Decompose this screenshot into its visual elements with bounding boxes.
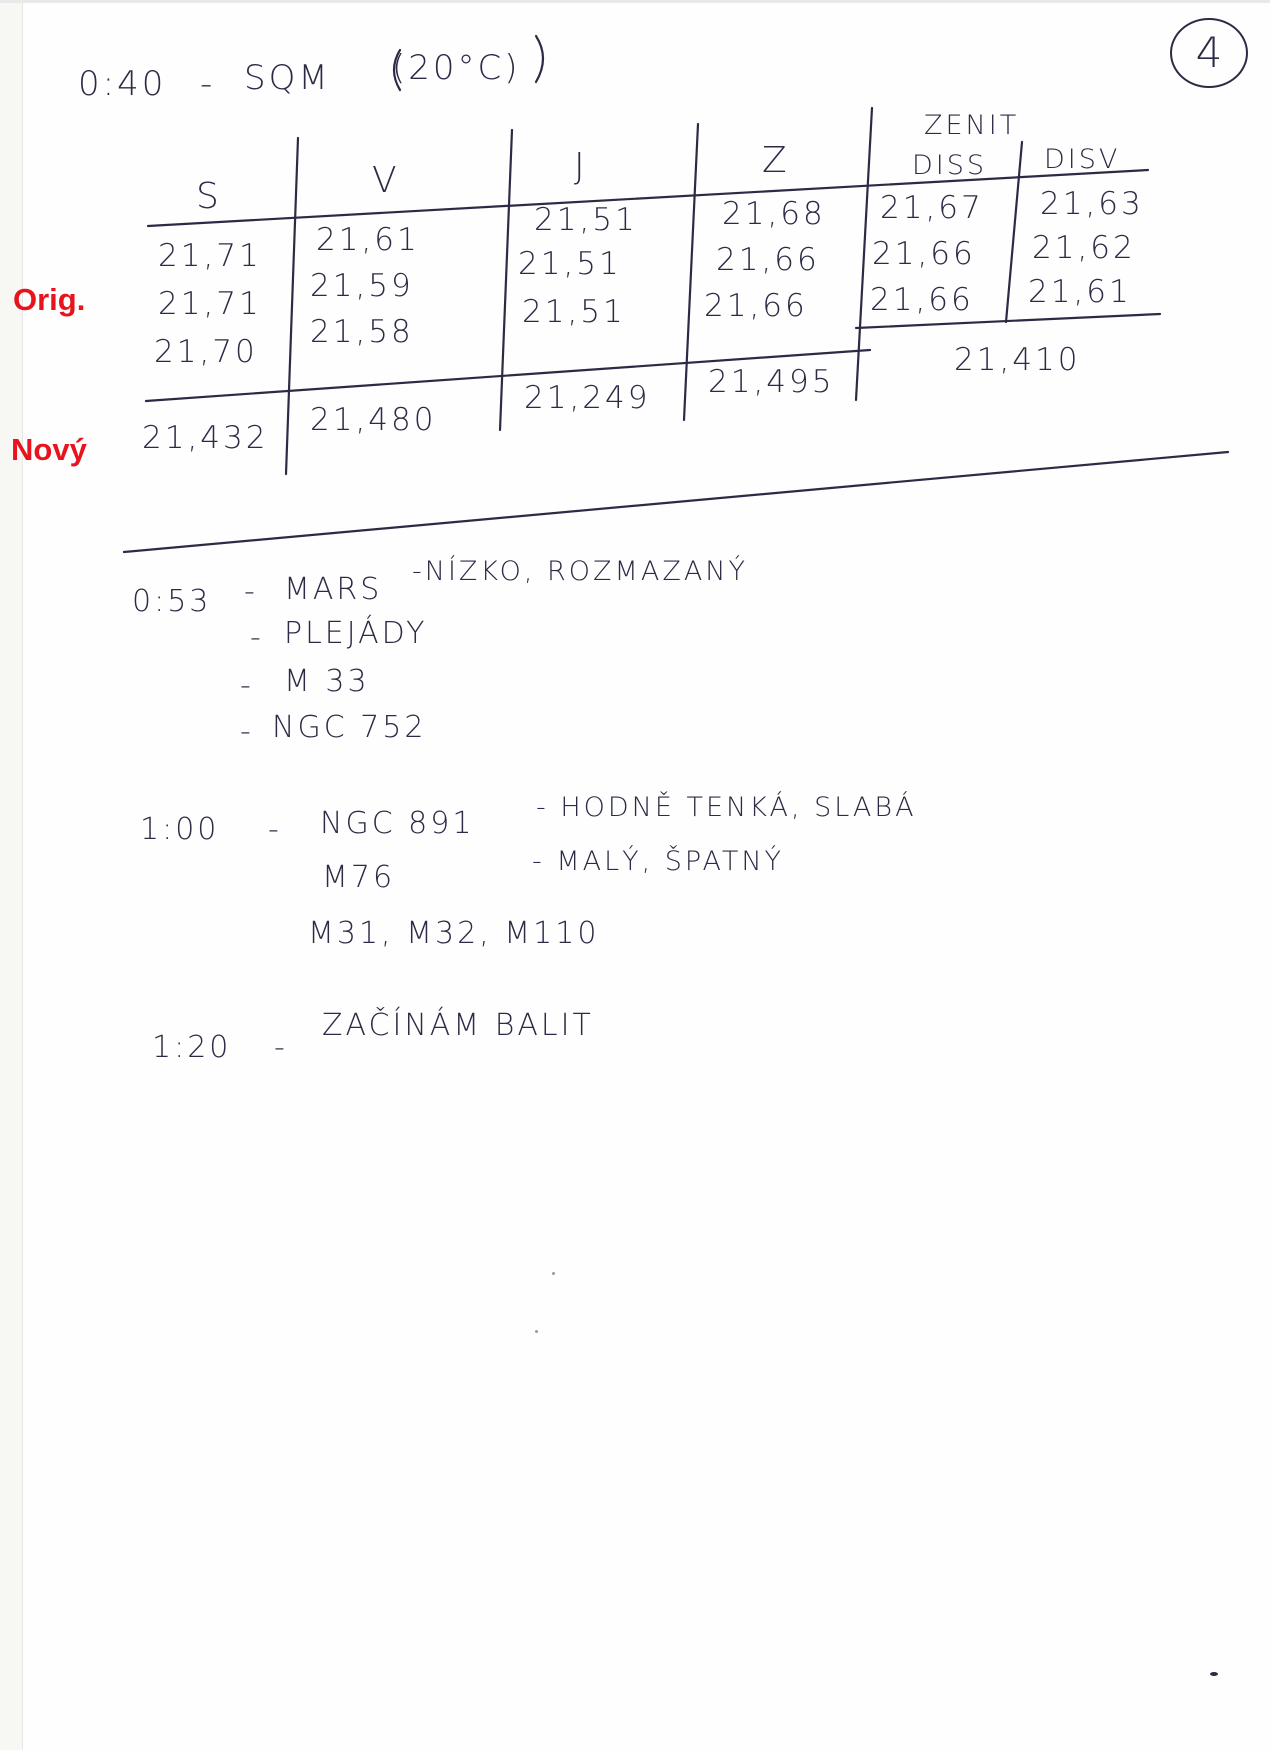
cell-orig-j-3: 21,51 [522,294,626,330]
cell-new-v: 21,480 [310,402,437,438]
paper-speck [552,1272,555,1275]
cell-orig-disv-2: 21,62 [1032,230,1136,266]
log-object-ngc752: NGC 752 [272,710,427,745]
page-number: 4 [1195,28,1223,77]
cell-orig-j-2: 21,51 [518,246,622,282]
page-number-badge [1170,18,1248,88]
heading-temperature: (20°C) [392,48,521,88]
cell-orig-v-1: 21,61 [316,222,420,258]
col-divider-s-v [286,138,298,474]
cell-orig-j-1: 21,51 [534,202,638,238]
cell-orig-diss-3: 21,66 [870,282,974,318]
paper-speck [535,1330,538,1333]
header-separator-line [148,170,1148,226]
cell-new-s: 21,432 [142,420,269,456]
log-note-ngc891: - HODNĚ TENKÁ, SLABÁ [536,792,917,823]
cell-orig-s-3: 21,70 [154,334,258,370]
ink-mark [1210,1672,1218,1676]
header-diss: DISS [912,150,988,181]
log-dash-2: - [250,620,264,655]
log-dash-5: - [268,812,282,847]
log-dash-6: - [274,1030,288,1065]
header-j: J [574,146,588,187]
col-divider-v-j [500,130,512,430]
log-dash-1: - [244,574,258,609]
col-divider-z-zenit [856,108,872,400]
label-new: Nový [11,432,87,467]
header-v: V [372,160,400,201]
cell-orig-v-2: 21,59 [310,268,414,304]
heading-device: SQM [244,58,331,98]
col-divider-diss-disv [1006,142,1022,322]
log-note-m76: - MALÝ, ŠPATNÝ [532,846,785,877]
cell-new-zenit: 21,410 [954,342,1081,378]
cell-orig-disv-1: 21,63 [1040,186,1144,222]
heading-time: 0:40 [78,64,167,104]
log-object-zacinam-balit: ZAČÍNÁM BALIT [322,1008,594,1043]
heading-dash: - [200,64,216,104]
label-original: Orig. [13,282,86,317]
temp-paren-right [536,36,543,82]
log-note-mars: -NÍZKO, ROZMAZANÝ [412,556,748,587]
header-zenit: ZENIT [924,110,1020,141]
cell-orig-z-1: 21,68 [722,196,826,232]
log-dash-3: - [240,668,254,703]
section-divider-line [124,452,1228,552]
log-object-mars: MARS [284,572,383,607]
cell-orig-z-2: 21,66 [716,242,820,278]
cell-new-z: 21,495 [708,364,835,400]
log-time-3: 1:20 [152,1030,232,1065]
col-divider-j-z [684,124,698,420]
log-object-m31-m32-m110: M31, M32, M110 [308,916,600,951]
log-time-2: 1:00 [140,812,220,847]
header-z: Z [762,140,790,181]
log-object-plejady: PLEJÁDY [284,616,428,651]
cell-new-j: 21,249 [524,380,651,416]
header-disv: DISV [1044,144,1121,175]
log-time-1: 0:53 [132,584,212,619]
cell-orig-s-2: 21,71 [158,286,262,322]
header-s: S [196,176,222,217]
log-object-ngc891: NGC 891 [320,806,475,841]
cell-orig-diss-1: 21,67 [880,190,984,226]
cell-orig-z-3: 21,66 [704,288,808,324]
cell-orig-diss-2: 21,66 [872,236,976,272]
cell-orig-s-1: 21,71 [158,238,262,274]
cell-orig-disv-3: 21,61 [1028,274,1132,310]
cell-orig-v-3: 21,58 [310,314,414,350]
log-object-m76: M76 [322,860,396,895]
log-object-m33: M 33 [284,664,370,699]
log-dash-4: - [240,714,254,749]
